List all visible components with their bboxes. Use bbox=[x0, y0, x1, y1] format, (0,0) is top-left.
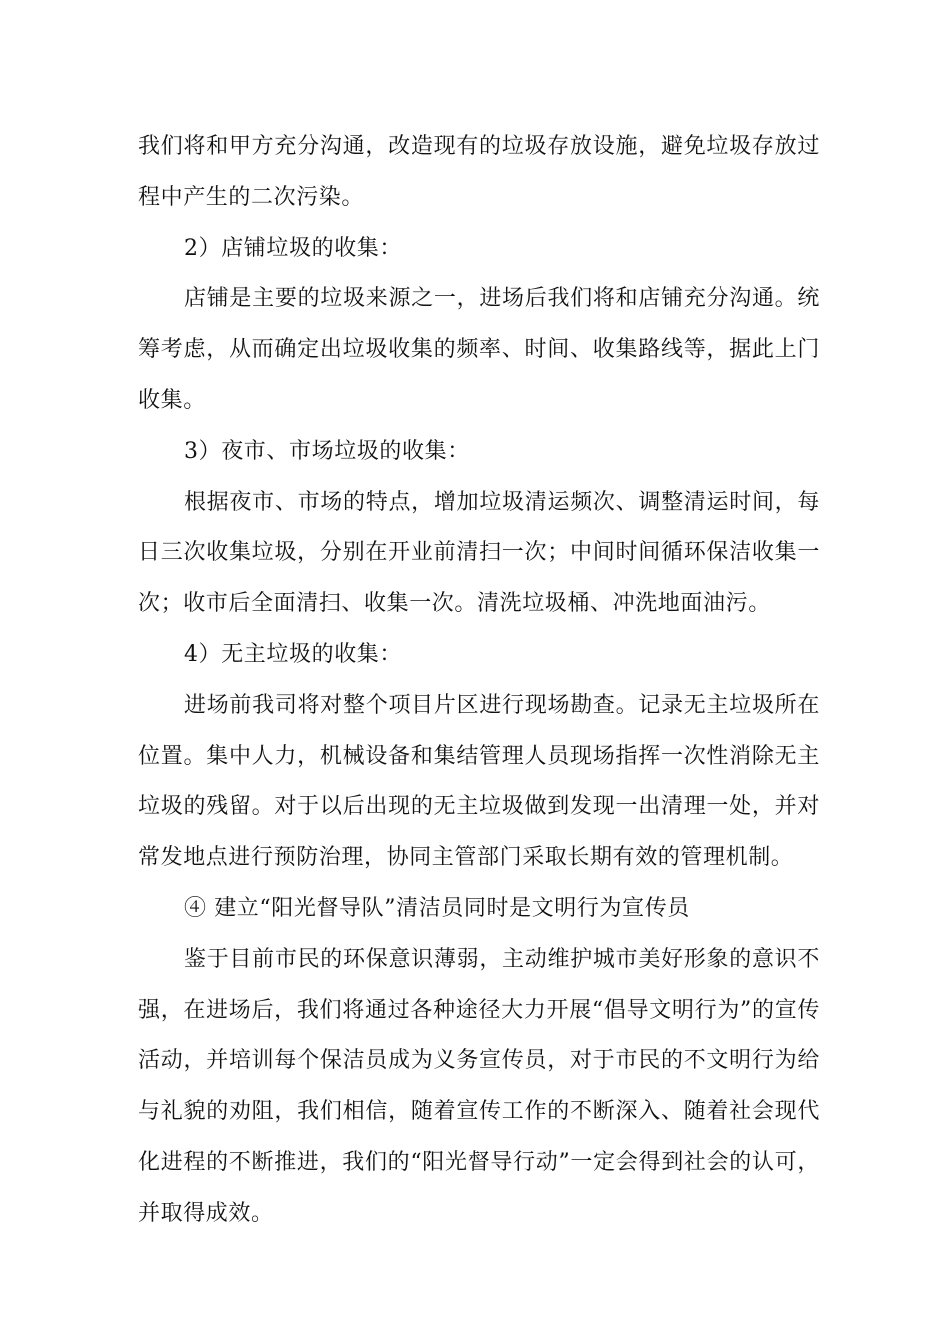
heading-sunshine-team: ④ 建立“阳光督导队”清洁员同时是文明行为宣传员 bbox=[184, 895, 690, 921]
heading-ownerless-garbage: 4）无主垃圾的收集： bbox=[184, 641, 402, 667]
document-body bbox=[138, 122, 820, 1240]
heading-market-garbage: 3）夜市、市场垃圾的收集： bbox=[184, 438, 470, 464]
paragraph-continuation: 我们将和甲方充分沟通，改造现有的垃圾存放设施，避免垃圾存放过程中产生的二次污染。 bbox=[138, 134, 820, 210]
paragraph-shop-garbage: 店铺是主要的垃圾来源之一，进场后我们将和店铺充分沟通。统筹考虑，从而确定出垃圾收集的频率、时间、收集路线等，据此上门收集。 bbox=[138, 286, 820, 413]
paragraph-market-garbage: 根据夜市、市场的特点，增加垃圾清运频次、调整清运时间，每日三次收集垃圾，分别在开业前清扫一次；中间时间循环保洁收集一次；收市后全面清扫、收集一次。清洗垃圾桶、冲洗地面油污。 bbox=[138, 489, 820, 617]
heading-shop-garbage: 2）店铺垃圾的收集： bbox=[184, 235, 402, 261]
paragraph-ownerless-garbage: 进场前我司将对整个项目片区进行现场勘查。记录无主垃圾所在位置。集中人力，机械设备和集结管理人员现场指挥一次性消除无主垃圾的残留。对于以后出现的无主垃圾做到发现一出清理一处，并对常发地点进行预防治理，协同主管部门采取长期有效的管理机制。 bbox=[138, 692, 820, 871]
paragraph-sunshine-team: 鉴于目前市民的环保意识薄弱，主动维护城市美好形象的意识不强，在进场后，我们将通过各种途径大力开展“倡导文明行为”的宣传活动，并培训每个保洁员成为义务宣传员，对于市民的不文明行为给与礼貌的劝阻，我们相信，随着宣传工作的不断深入、随着社会现代化进程的不断推进，我们的“阳光督导行动”一定会得到社会的认可，并取得成效。 bbox=[138, 946, 820, 1226]
